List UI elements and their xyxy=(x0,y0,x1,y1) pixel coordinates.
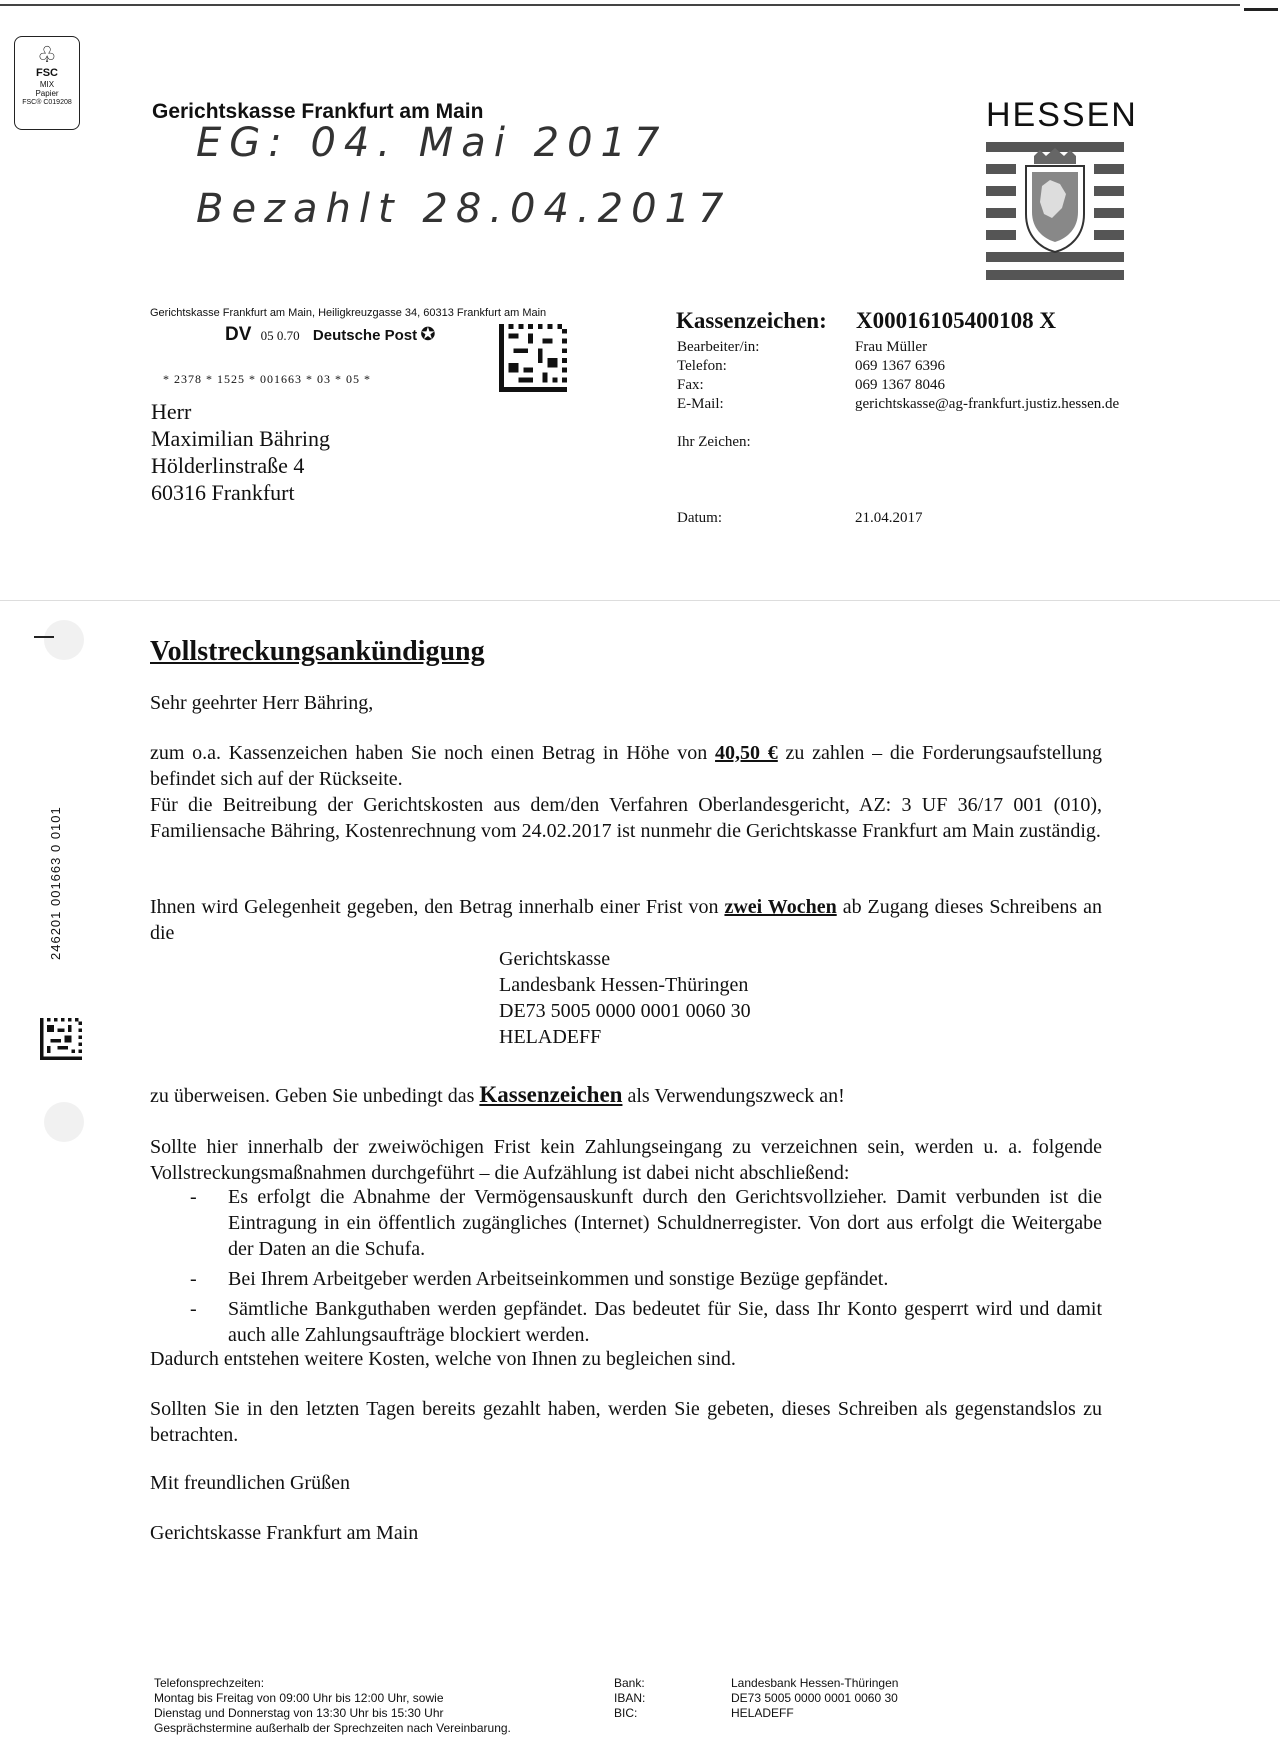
text: Ihnen wird Gelegenheit gegeben, den Betrag innerhalb einer Frist von xyxy=(150,896,719,918)
text: zu überweisen. Geben Sie unbedingt das xyxy=(150,1085,475,1107)
paragraph-amount xyxy=(150,740,1102,792)
side-document-code: 246201 001663 0 0101 xyxy=(48,806,63,960)
paragraph-costs: Dadurch entstehen weitere Kosten, welche von Ihnen zu begleichen sind. xyxy=(150,1348,736,1370)
punch-hole xyxy=(44,1102,84,1142)
sort-code-line: * 2378 * 1525 * 001663 * 03 * 05 * xyxy=(163,372,371,386)
reference-spacer xyxy=(855,414,1119,433)
posthorn-icon: ✪ xyxy=(420,324,436,344)
amount-due: 40,50 € xyxy=(715,742,778,764)
footer-value: Landesbank Hessen-Thüringen xyxy=(731,1676,899,1690)
paragraph-deadline xyxy=(150,894,1102,946)
fsc-code: FSC® C019208 xyxy=(22,99,72,106)
footer-line: Montag bis Freitag von 09:00 Uhr bis 12:00 Uhr, sowie xyxy=(154,1691,444,1705)
fold-line xyxy=(0,600,1280,601)
kassenzeichen-emphasis: Kassenzeichen xyxy=(479,1082,623,1107)
reference-spacer xyxy=(855,433,1119,452)
reference-email: gerichtskasse@ag-frankfurt.justiz.hessen.de xyxy=(855,396,1120,412)
footer-value: HELADEFF xyxy=(731,1706,794,1720)
reference-label: E-Mail: xyxy=(677,396,724,412)
fsc-mix: MIX xyxy=(39,80,55,89)
hessen-coat-of-arms-icon xyxy=(986,142,1124,280)
reference-spacer xyxy=(677,452,759,509)
fold-mark xyxy=(34,636,54,638)
bank-bic: HELADEFF xyxy=(499,1026,602,1048)
fsc-paper: Papier xyxy=(35,89,59,98)
enforcement-list xyxy=(190,1184,1102,1352)
paragraph-already-paid: Sollten Sie in den letzten Tagen bereits gezahlt haben, werden Sie gebeten, dieses Schreiben als gegenstandslos zu betrachten. xyxy=(150,1398,1102,1446)
reference-labels xyxy=(677,338,759,528)
letter-title: Vollstreckungsankündigung xyxy=(150,636,485,667)
signature: Gerichtskasse Frankfurt am Main xyxy=(150,1522,419,1544)
reference-value: 069 1367 6396 xyxy=(855,358,945,374)
recipient-city: 60316 Frankfurt xyxy=(151,480,295,505)
reference-value: Frau Müller xyxy=(855,339,928,355)
bank-line: Gerichtskasse xyxy=(499,948,611,970)
datamatrix-code-icon xyxy=(40,1017,82,1061)
text: als Verwendungszweck an! xyxy=(627,1085,845,1107)
reference-label: Ihr Zeichen: xyxy=(677,434,751,450)
carrier-name: Deutsche Post xyxy=(312,327,418,344)
closing: Mit freundlichen Grüßen xyxy=(150,1472,350,1494)
reference-spacer xyxy=(677,414,759,433)
fsc-name: FSC xyxy=(36,67,58,79)
reference-label: Datum: xyxy=(677,510,722,526)
recipient-name: Maximilian Bähring xyxy=(151,426,331,451)
handwritten-note-receipt: EG: 04. Mai 2017 xyxy=(196,120,668,166)
recipient-address xyxy=(151,398,330,506)
return-address: Gerichtskasse Frankfurt am Main, Heiligkreuzgasse 34, 60313 Frankfurt am Main xyxy=(150,307,547,319)
reference-label: Bearbeiter/in: xyxy=(677,339,760,355)
kassenzeichen-label: Kassenzeichen: xyxy=(676,308,827,333)
bank-iban: DE73 5005 0000 0001 0060 30 xyxy=(499,1000,751,1022)
scan-edge-line xyxy=(0,4,1240,6)
footer-value: DE73 5005 0000 0001 0060 30 xyxy=(731,1691,898,1705)
reference-values xyxy=(855,338,1119,528)
tree-icon: ♧ xyxy=(37,42,57,67)
text: ab Zugang dieses Schreibens an die xyxy=(150,896,1103,944)
datamatrix-code-icon xyxy=(498,324,568,392)
handwritten-note-paid: Bezahlt 28.04.2017 xyxy=(196,186,732,232)
bank-details xyxy=(499,946,751,1050)
state-name: HESSEN xyxy=(986,96,1138,134)
footer-bank-values xyxy=(731,1676,898,1721)
footer-label: Bank: xyxy=(614,1676,645,1690)
paragraph-enforcement: Sollte hier innerhalb der zweiwöchigen Frist kein Zahlungseingang zu verzeichnen sein, werden u. a. folgende Vollstreckungsmaßnahmen durchgeführt – die Aufzählung ist dabei nicht abschließend: xyxy=(150,1136,1102,1184)
reference-spacer xyxy=(855,452,1119,509)
kassenzeichen-value: X00016105400108 X xyxy=(856,308,1056,333)
scan-edge-mark xyxy=(1244,8,1278,11)
footer-line: Telefonsprechzeiten: xyxy=(154,1676,265,1690)
footer-line: Dienstag und Donnerstag von 13:30 Uhr bis 15:30 Uhr xyxy=(154,1706,444,1720)
list-item: - Sämtliche Bankguthaben werden gepfändet. Das bedeutet für Sie, dass Ihr Konto gesperrt wird und damit auch alle Zahlungsaufträge blockiert werden. xyxy=(190,1298,1102,1346)
text: zum o.a. Kassenzeichen haben Sie noch einen Betrag in Höhe von xyxy=(150,742,708,764)
footer-label: IBAN: xyxy=(614,1691,646,1705)
footer-office-hours xyxy=(154,1676,511,1736)
postage-franking xyxy=(225,324,435,346)
footer-line: Gesprächstermine außerhalb der Sprechzeiten nach Vereinbarung. xyxy=(154,1721,511,1735)
punch-hole xyxy=(44,620,84,660)
greeting: Sehr geehrter Herr Bähring, xyxy=(150,692,374,714)
reference-label: Telefon: xyxy=(677,358,727,374)
paragraph-reference xyxy=(150,1082,1102,1109)
deadline: zwei Wochen xyxy=(724,896,837,918)
dv-mark: DV xyxy=(225,324,252,345)
list-item: - Bei Ihrem Arbeitgeber werden Arbeitseinkommen und sonstige Bezüge gepfändet. xyxy=(190,1268,889,1290)
paragraph-procedure: Für die Beitreibung der Gerichtskosten aus dem/den Verfahren Oberlandesgericht, AZ: 3 UF 36/17 001 (010), Familiensache Bähring, Kostenrechnung vom 24.02.2017 ist nunmehr die Gerichtskasse Frankfurt am Main zuständig. xyxy=(150,794,1102,842)
list-item: - Es erfolgt die Abnahme der Vermögensauskunft durch den Gerichtsvollzieher. Damit verbunden ist die Eintragung in ein öffentlich zugängliches (Internet) Schuldnerregister. Von dort aus erfolgt die Weitergabe der Daten an die Schufa. xyxy=(190,1186,1102,1260)
reference-value: 069 1367 8046 xyxy=(855,377,945,393)
text: zu zahlen – die Forderungsaufstellung befindet sich auf der Rückseite. xyxy=(150,742,1103,790)
reference-date: 21.04.2017 xyxy=(855,510,923,526)
dv-code: 05 0.70 xyxy=(260,328,300,343)
sender-title: Gerichtskasse Frankfurt am Main xyxy=(152,100,484,123)
bank-line: Landesbank Hessen-Thüringen xyxy=(499,974,749,996)
footer-bank-labels xyxy=(614,1676,645,1721)
recipient-street: Hölderlinstraße 4 xyxy=(151,453,305,478)
footer-label: BIC: xyxy=(614,1706,638,1720)
reference-label: Fax: xyxy=(677,377,704,393)
fsc-logo xyxy=(14,36,80,130)
recipient-salutation: Herr xyxy=(151,399,192,424)
